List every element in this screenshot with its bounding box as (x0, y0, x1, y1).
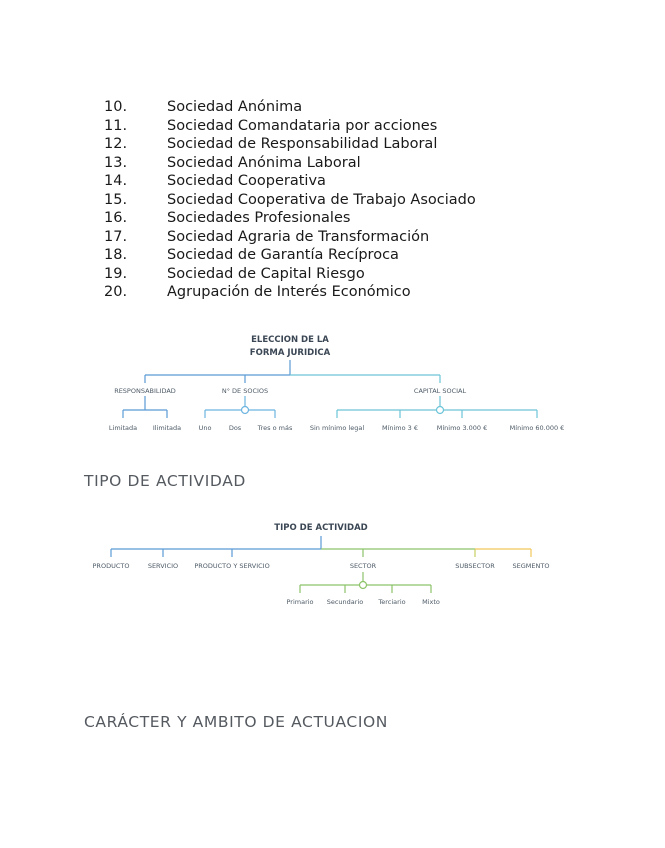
leaf-label: Tres o más (257, 424, 293, 432)
leaf-label: Primario (286, 598, 314, 606)
list-item (0, 209, 665, 227)
list-item (0, 135, 665, 153)
list-number: 13. (104, 154, 128, 171)
leaf-label: Sin mínimo legal (309, 424, 365, 432)
node-dot (437, 407, 444, 414)
diagram-title-line2: FORMA JURIDICA (249, 348, 331, 358)
list-number: 18. (104, 247, 128, 263)
list-text: Sociedad Comandataria por acciones (167, 117, 438, 134)
diagram-title: TIPO DE ACTIVIDAD (274, 523, 368, 533)
list-text: Sociedad Cooperativa (167, 173, 326, 189)
list-item (0, 191, 665, 209)
list-number: 14. (104, 173, 128, 189)
branch-label: PRODUCTO (92, 562, 130, 570)
list-text: Sociedad de Capital Riesgo (167, 265, 365, 282)
list-text: Agrupación de Interés Económico (167, 284, 411, 300)
branch-label: PRODUCTO Y SERVICIO (194, 562, 270, 570)
leaf-label: Mínimo 60.000 € (509, 424, 565, 432)
branch-label: SEGMENTO (512, 562, 550, 570)
list-item (0, 98, 665, 116)
leaf-label: Dos (228, 424, 242, 432)
section-heading-caracter: CARÁCTER Y AMBITO DE ACTUACION (84, 713, 388, 731)
list-number: 10. (104, 99, 128, 115)
leaf-label: Ilimitada (152, 424, 182, 432)
list-number: 16. (104, 210, 128, 226)
list-text: Sociedades Profesionales (167, 210, 351, 226)
leaf-label: Terciario (378, 598, 406, 606)
branch-label: N° DE SOCIOS (221, 387, 269, 395)
branch-label: SUBSECTOR (455, 562, 495, 570)
list-number: 11. (104, 117, 128, 134)
node-dot (242, 407, 249, 414)
list-item (0, 172, 665, 190)
branch-label: SECTOR (349, 562, 377, 570)
branch-label: SERVICIO (147, 562, 179, 570)
list-item (0, 228, 665, 246)
tipo-actividad-diagram (0, 515, 665, 615)
section-heading-actividad: TIPO DE ACTIVIDAD (84, 472, 246, 490)
list-number: 12. (104, 136, 128, 152)
list-item (0, 117, 665, 135)
list-number: 17. (104, 228, 128, 245)
branch-label: CAPITAL SOCIAL (413, 387, 467, 395)
list-item (0, 265, 665, 283)
node-dot (360, 582, 367, 589)
list-text: Sociedad Anónima Laboral (167, 154, 361, 171)
list-number: 20. (104, 284, 128, 300)
list-number: 15. (104, 191, 128, 208)
list-text: Sociedad Agraria de Transformación (167, 228, 430, 245)
list-text: Sociedad Anónima (167, 99, 303, 115)
list-text: Sociedad de Responsabilidad Laboral (167, 136, 438, 152)
leaf-label: Secundario (326, 598, 364, 606)
leaf-label: Mínimo 3.000 € (436, 424, 488, 432)
leaf-label: Mínimo 3 € (381, 424, 419, 432)
branch-label: RESPONSABILIDAD (114, 387, 176, 395)
list-text: Sociedad de Garantía Recíproca (167, 247, 399, 263)
leaf-label: Mixto (422, 598, 440, 606)
list-item (0, 283, 665, 301)
list-number: 19. (104, 265, 128, 282)
forma-juridica-diagram (0, 325, 665, 440)
list-item (0, 154, 665, 172)
diagram-title-line1: ELECCION DE LA (251, 335, 329, 345)
list-item (0, 246, 665, 264)
leaf-label: Limitada (108, 424, 138, 432)
list-text: Sociedad Cooperativa de Trabajo Asociado (167, 191, 476, 208)
leaf-label: Uno (198, 424, 212, 432)
